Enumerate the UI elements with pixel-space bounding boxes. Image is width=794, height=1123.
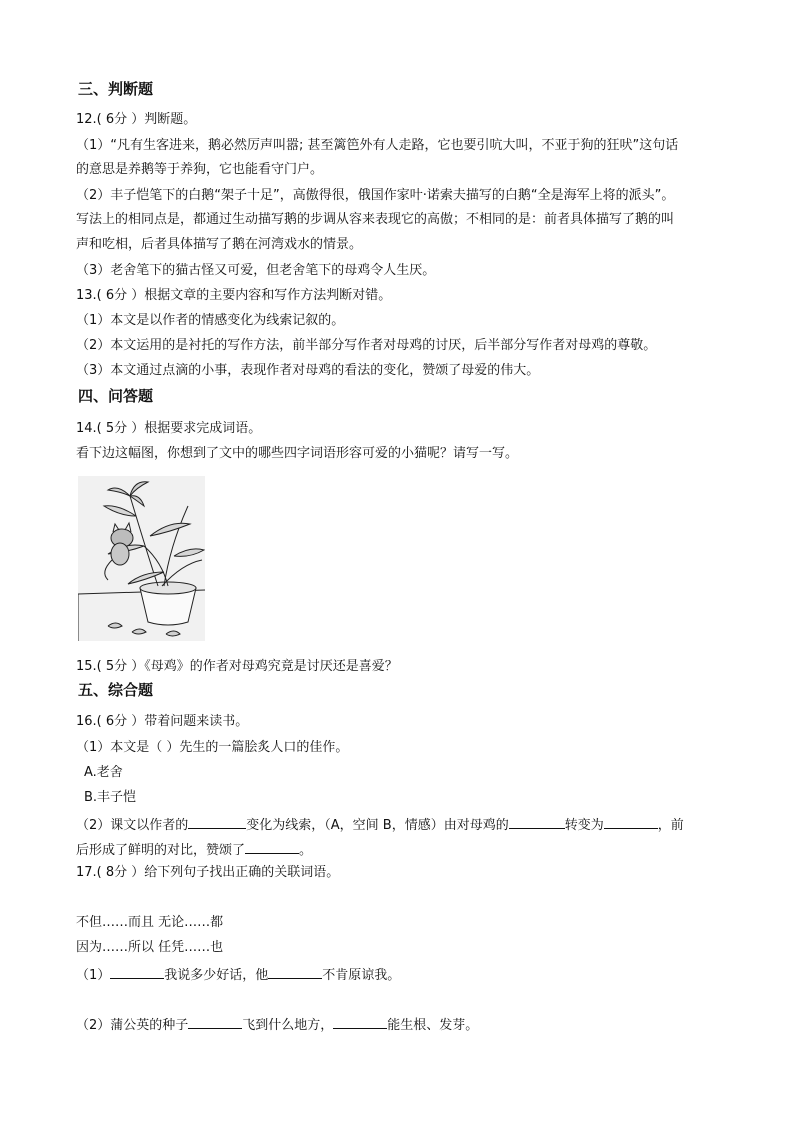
q16-item2-text-a: （2）课文以作者的 <box>76 818 189 833</box>
q14-instruction: 看下边这幅图，你想到了文中的哪些四字词语形容可爱的小猫呢？请写一写。 <box>76 446 519 461</box>
q16-item2-text-d: ，前 <box>657 818 684 833</box>
q12-item2-line2: 写法上的相同点是，都通过生动描写鹅的步调从容来表现它的高傲；不相同的是：前者具体描写了鹅的叫 <box>76 212 675 227</box>
q16-option-a: A.老舍 <box>84 765 123 780</box>
q13-item1: （1）本文是以作者的情感变化为线索记叙的。 <box>76 313 345 328</box>
answer-blank[interactable] <box>268 964 322 979</box>
section-heading-comprehensive: 五、综合题 <box>78 681 154 699</box>
q17-stem: 17.( 8分 ）给下列句子找出正确的关联词语。 <box>76 865 340 880</box>
q17-sentence-2 <box>76 1014 478 1035</box>
q17-s2-text-a: （2）蒲公英的种子 <box>76 1018 189 1033</box>
q17-s2-text-c: 能生根、发芽。 <box>387 1018 479 1033</box>
q15-stem: 15.( 5分 ）《母鸡》的作者对母鸡究竟是讨厌还是喜爱？ <box>76 659 398 674</box>
section-heading-judgement: 三、判断题 <box>78 80 154 98</box>
q17-s1-text-b: 我说多少好话，他 <box>164 968 269 983</box>
q16-item2-text-e: 后形成了鲜明的对比，赞颂了 <box>76 843 246 858</box>
q13-stem: 13.( 6分 ）根据文章的主要内容和写作方法判断对错。 <box>76 288 392 303</box>
q17-s2-text-b: 飞到什么地方， <box>242 1018 334 1033</box>
q12-item1-line2: 的意思是养鹅等于养狗，它也能看守门户。 <box>76 162 324 177</box>
q12-item3: （3）老舍笔下的猫古怪又可爱，但老舍笔下的母鸡令人生厌。 <box>76 263 436 278</box>
q17-word-bank-1: 不但……而且 无论……都 <box>76 915 224 930</box>
q17-sentence-1 <box>76 964 400 985</box>
q13-item2: （2）本文运用的是衬托的写作方法，前半部分写作者对母鸡的讨厌，后半部分写作者对母鸡的尊敬。 <box>76 338 657 353</box>
q16-item2-text-b: 变化为线索，（A，空间 B，情感）由对母鸡的 <box>246 818 509 833</box>
q16-stem: 16.( 6分 ）带着问题来读书。 <box>76 714 249 729</box>
q12-stem: 12.( 6分 ）判断题。 <box>76 112 197 127</box>
q16-option-b: B.丰子恺 <box>84 790 137 805</box>
q16-item2-text-f: 。 <box>299 843 313 858</box>
q16-item2-text-c: 转变为 <box>564 818 604 833</box>
q17-s1-text-a: （1） <box>76 968 111 983</box>
answer-blank[interactable] <box>110 964 164 979</box>
q16-item2-line2 <box>76 839 312 860</box>
cat-flower-drawing <box>78 476 205 641</box>
answer-blank[interactable] <box>245 839 299 854</box>
q17-word-bank-2: 因为……所以 任凭……也 <box>76 940 224 955</box>
q17-s1-text-c: 不肯原谅我。 <box>322 968 401 983</box>
answer-blank[interactable] <box>188 1014 242 1029</box>
cat-flower-illustration <box>78 476 205 641</box>
answer-blank[interactable] <box>509 814 565 829</box>
q14-stem: 14.( 5分 ）根据要求完成词语。 <box>76 421 262 436</box>
answer-blank[interactable] <box>333 1014 387 1029</box>
q12-item2-line3: 声和吃相，后者具体描写了鹅在河湾戏水的情景。 <box>76 237 363 252</box>
q12-item1-line1: （1）“凡有生客进来，鹅必然厉声叫嚣; 甚至篱笆外有人走路，它也要引吭大叫，不亚于狗的狂吠”这句话 <box>76 138 679 153</box>
q13-item3: （3）本文通过点滴的小事，表现作者对母鸡的看法的变化，赞颂了母爱的伟大。 <box>76 363 540 378</box>
q16-item1: （1）本文是（ ）先生的一篇脍炙人口的佳作。 <box>76 740 349 755</box>
q12-item2-line1: （2）丰子恺笔下的白鹅“架子十足”，高傲得很，俄国作家叶·诺索夫描写的白鹅“全是海军上将的派头”。 <box>76 188 675 203</box>
answer-blank[interactable] <box>604 814 658 829</box>
answer-blank[interactable] <box>188 814 246 829</box>
q16-item2-line1 <box>76 814 684 835</box>
section-heading-questions: 四、问答题 <box>78 387 154 405</box>
